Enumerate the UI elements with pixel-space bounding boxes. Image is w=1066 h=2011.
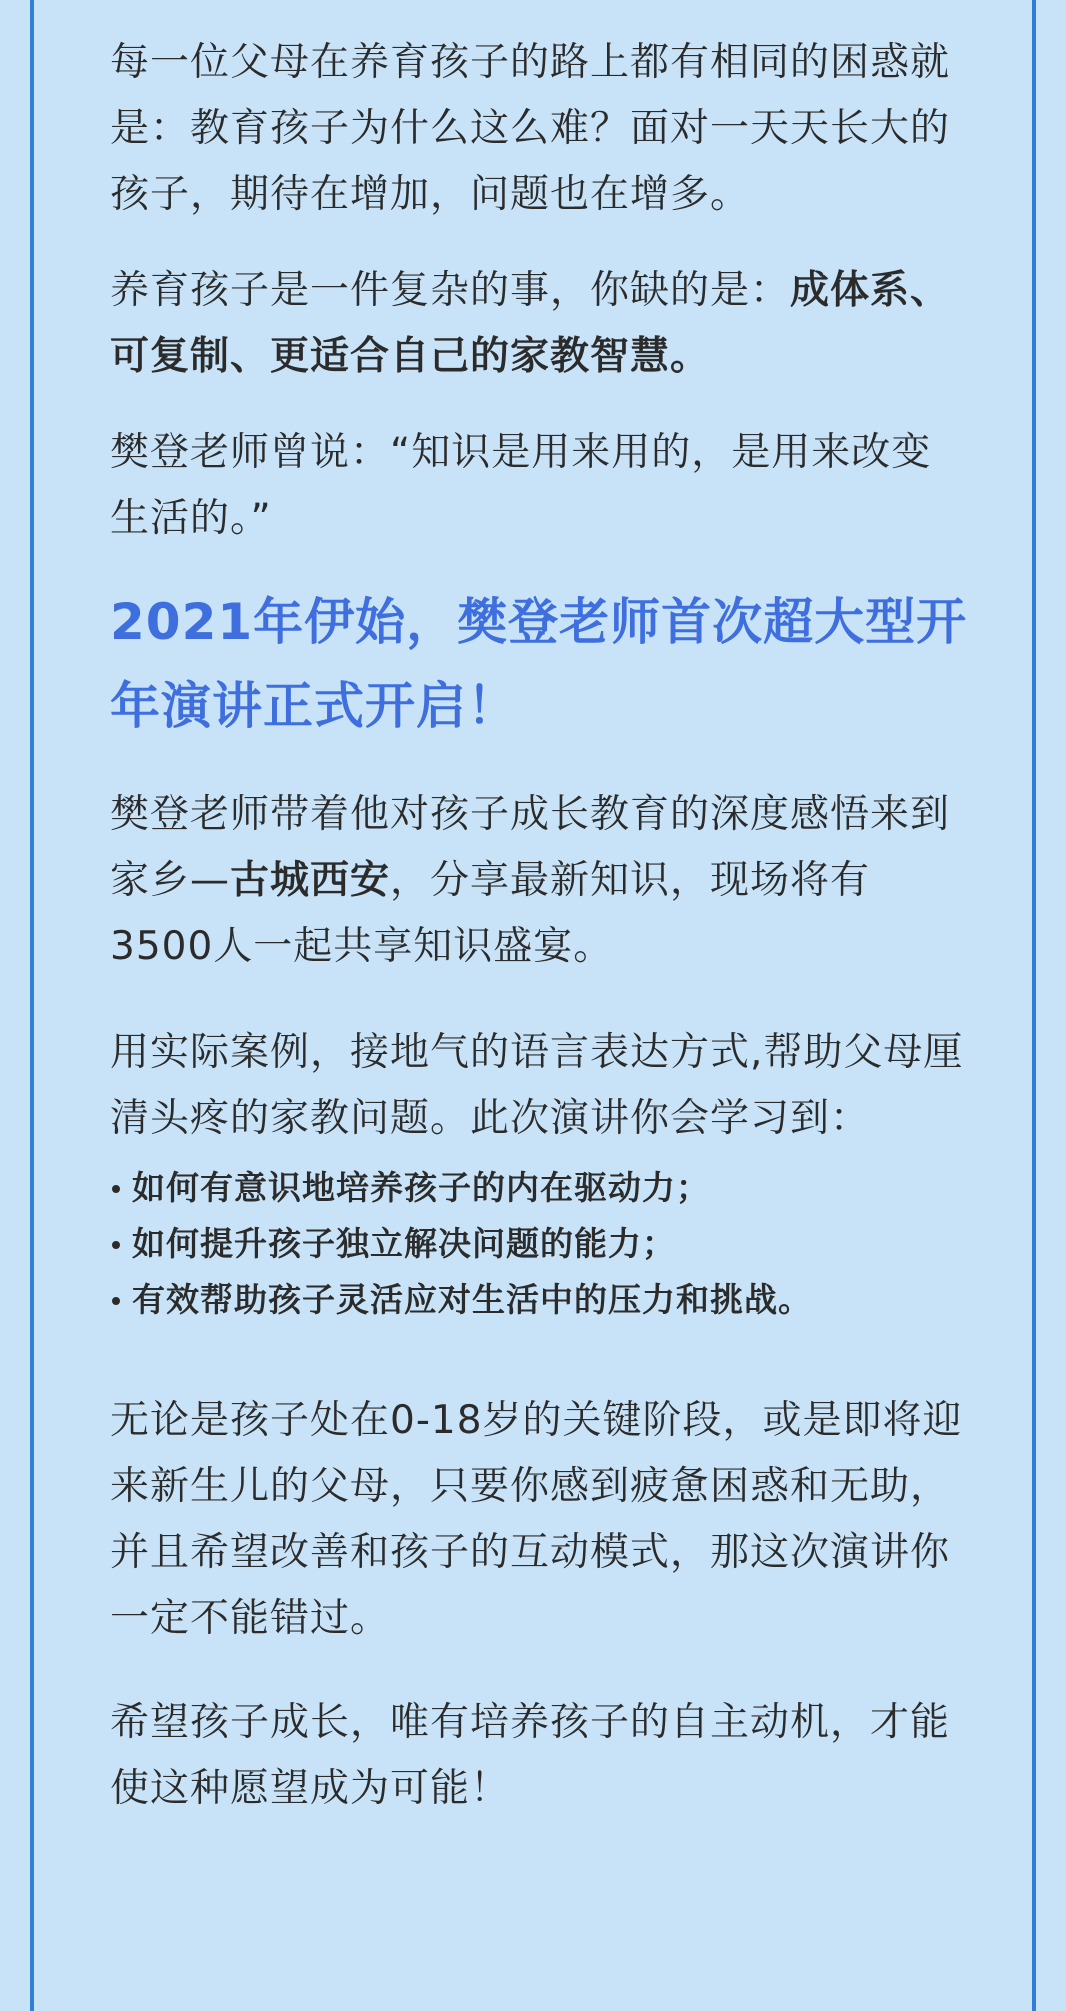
need-paragraph-emphasis: 成体系、可复制、更适合自己的家教智慧。	[110, 268, 951, 379]
list-item-text: 有效帮助孩子灵活应对生活中的压力和挑战。	[132, 1280, 812, 1319]
list-item-text: 如何提升孩子独立解决问题的能力；	[132, 1224, 676, 1263]
intro-paragraph: 每一位父母在养育孩子的路上都有相同的困惑就是：教育孩子为什么这么难？面对一天天长大的孩子，期待在增加，问题也在增多。	[110, 40, 951, 217]
list-item	[110, 1216, 970, 1272]
list-item-text: 如何有意识地培养孩子的内在驱动力；	[132, 1168, 710, 1207]
closing-paragraph: 希望孩子成长，唯有培养孩子的自主动机，才能使这种愿望成为可能！	[110, 1700, 951, 1811]
list-item	[110, 1160, 970, 1216]
learning-points-list	[110, 1160, 970, 1328]
event-paragraph-tail: ，分享最新知识，现场将有3500人一起共享知识盛宴。	[110, 858, 871, 969]
bullet-dot-icon	[112, 1185, 120, 1193]
article-content	[110, 30, 970, 1822]
right-border-line	[1032, 0, 1036, 2011]
event-headline: 2021年伊始，樊登老师首次超大型开年演讲正式开启！	[110, 593, 968, 735]
bullet-dot-icon	[112, 1241, 120, 1249]
event-paragraph	[110, 782, 970, 980]
quote-paragraph: 樊登老师曾说：“知识是用来用的，是用来改变生活的。”	[110, 430, 932, 541]
event-paragraph-lead: 樊登老师带着他对孩子成长教育的深度感悟来到家乡—	[110, 792, 951, 903]
need-paragraph-lead: 养育孩子是一件复杂的事，你缺的是：	[110, 268, 791, 313]
learn-paragraph: 用实际案例，接地气的语言表达方式,帮助父母厘清头疼的家教问题。此次演讲你会学习到：	[110, 1030, 964, 1141]
list-item	[110, 1272, 970, 1328]
event-location: 古城西安	[230, 858, 391, 903]
bullet-dot-icon	[112, 1297, 120, 1305]
audience-paragraph: 无论是孩子处在0-18岁的关键阶段，或是即将迎来新生儿的父母，只要你感到疲惫困惑和无助，并且希望改善和孩子的互动模式，那这次演讲你一定不能错过。	[110, 1398, 963, 1641]
need-paragraph	[110, 258, 970, 390]
left-border-line	[30, 0, 34, 2011]
